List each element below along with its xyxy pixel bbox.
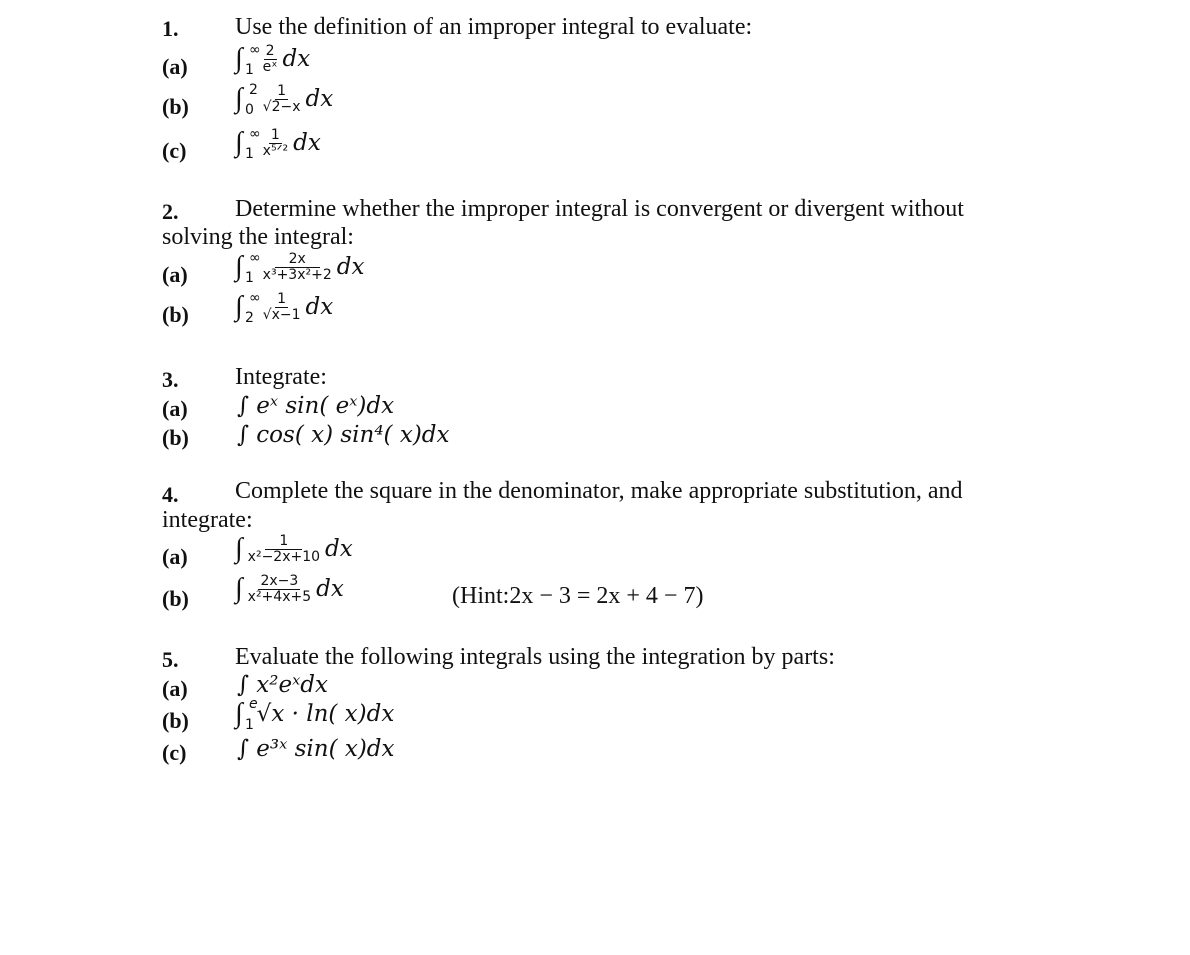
- lower-limit: 1: [245, 717, 254, 733]
- problem-1a-integral: [235, 42, 311, 79]
- upper-limit: ∞: [249, 250, 261, 267]
- problem-5c-label: (c): [162, 740, 187, 765]
- numerator: 1: [265, 534, 302, 550]
- problem-4-prompt: Complete the square in the denominator, make appropriate substitution, and: [235, 478, 963, 504]
- lower-limit: 1: [245, 146, 254, 163]
- fraction: [261, 84, 303, 114]
- problem-2b-integral: [235, 290, 334, 327]
- problem-3-number: 3.: [162, 367, 179, 392]
- fraction: [246, 574, 313, 604]
- problem-5a-label: (a): [162, 676, 188, 701]
- problem-4a-label: (a): [162, 544, 188, 569]
- numerator: 2: [265, 43, 275, 59]
- denominator: x³+3x²+2: [262, 266, 332, 283]
- problem-5-prompt: Evaluate the following integrals using the integration by parts:: [235, 644, 835, 670]
- integral-sign: ∫ ∞ 1: [235, 126, 261, 163]
- fraction: [261, 128, 290, 158]
- problem-3-prompt: Integrate:: [235, 364, 327, 390]
- differential: dx: [336, 254, 365, 281]
- problem-2-prompt-cont: solving the integral:: [162, 224, 354, 250]
- integral-sign: ∫ e 1: [235, 696, 258, 733]
- numerator: 2x: [275, 252, 320, 268]
- problem-5-number: 5.: [162, 647, 179, 672]
- differential: dx: [325, 536, 353, 563]
- fraction: [261, 292, 303, 322]
- numerator: 1: [277, 83, 287, 99]
- lower-limit: 1: [245, 62, 254, 79]
- upper-limit: ∞: [249, 290, 261, 307]
- problem-4-prompt-cont: integrate:: [162, 507, 253, 533]
- problem-3a-expression: ∫ eˣ sin( eˣ)dx: [237, 393, 395, 419]
- problem-1a-label: (a): [162, 54, 188, 79]
- integral-sign: ∫: [235, 573, 243, 605]
- problem-2-number: 2.: [162, 199, 179, 224]
- upper-limit: 2: [249, 82, 258, 99]
- problem-2a-integral: [235, 250, 365, 287]
- integral-sign: ∫ 2 0: [235, 82, 258, 119]
- differential: dx: [316, 576, 344, 603]
- denominator: x²−2x+10: [247, 548, 321, 565]
- fraction: [261, 252, 334, 282]
- differential: dx: [305, 86, 334, 113]
- problem-5b-label: (b): [162, 708, 189, 733]
- numerator: 2x−3: [260, 573, 299, 589]
- differential: dx: [293, 130, 321, 157]
- lower-limit: 1: [245, 270, 254, 287]
- problem-5b-integral: [235, 696, 395, 733]
- problem-1-prompt: Use the definition of an improper integral to evaluate:: [235, 14, 753, 40]
- problem-1b-integral: [235, 82, 334, 119]
- denominator: eˣ: [262, 58, 278, 75]
- problem-1c-integral: [235, 126, 321, 163]
- lower-limit: 0: [245, 102, 254, 119]
- upper-limit: e: [249, 696, 258, 712]
- problem-4b-hint: (Hint:2x − 3 = 2x + 4 − 7): [452, 583, 704, 609]
- problem-3b-expression: ∫ cos( x) sin⁴( x)dx: [237, 422, 450, 448]
- problem-1c-label: (c): [162, 138, 187, 163]
- numerator: 1: [277, 291, 287, 307]
- problem-2-prompt: Determine whether the improper integral is convergent or divergent without: [235, 196, 964, 222]
- problem-4-number: 4.: [162, 482, 179, 507]
- problem-4b-integral: [235, 574, 344, 604]
- denominator: √2−x: [262, 98, 301, 115]
- problem-4a-integral: [235, 534, 353, 564]
- upper-limit: ∞: [249, 42, 261, 59]
- problem-4b-label: (b): [162, 586, 189, 611]
- integral-sign: ∫: [235, 533, 243, 565]
- problem-3b-label: (b): [162, 425, 189, 450]
- denominator: x²+4x+5: [247, 588, 312, 605]
- integral-sign: ∫ ∞ 1: [235, 42, 261, 79]
- problem-1b-label: (b): [162, 94, 189, 119]
- problem-1-number: 1.: [162, 16, 179, 41]
- denominator: x⁵ᐟ²: [262, 142, 289, 159]
- lower-limit: 2: [245, 310, 254, 327]
- problem-2b-label: (b): [162, 302, 189, 327]
- integral-sign: ∫ ∞ 2: [235, 290, 261, 327]
- problem-3a-label: (a): [162, 396, 188, 421]
- integral-sign: ∫ ∞ 1: [235, 250, 261, 287]
- integrand: √x · ln( x)dx: [256, 701, 395, 727]
- upper-limit: ∞: [249, 126, 261, 143]
- problem-5c-expression: ∫ e³ˣ sin( x)dx: [237, 736, 395, 762]
- denominator: √x−1: [262, 306, 301, 323]
- numerator: 1: [270, 127, 280, 143]
- fraction: [261, 44, 280, 74]
- differential: dx: [282, 46, 311, 73]
- differential: dx: [305, 294, 334, 321]
- fraction: [246, 534, 322, 564]
- problem-2a-label: (a): [162, 262, 188, 287]
- problem-5a-expression: ∫ x²eˣdx: [237, 672, 328, 698]
